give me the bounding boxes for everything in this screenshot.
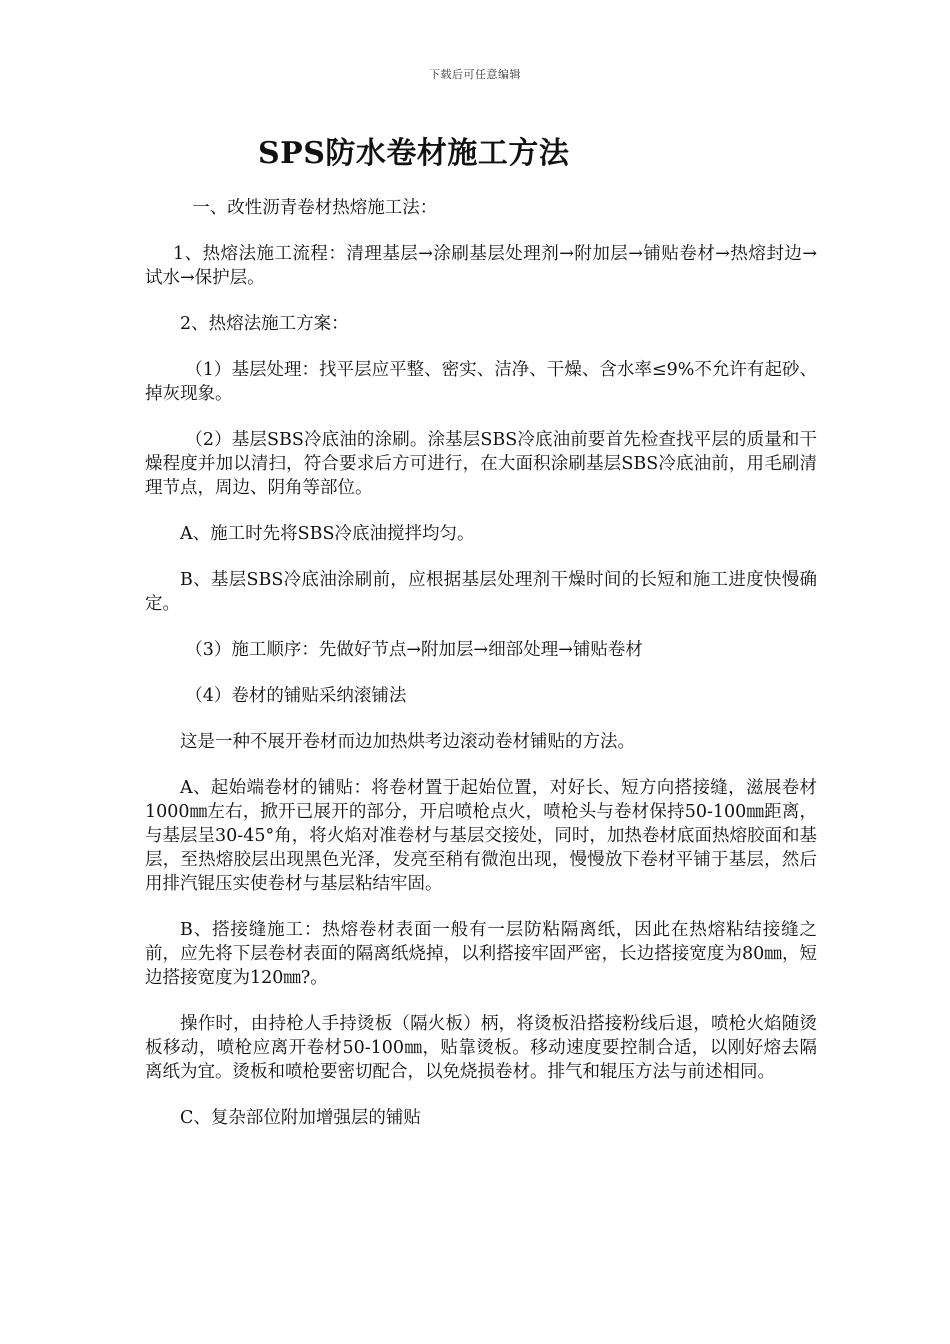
paragraph: C、复杂部位附加增强层的铺贴 <box>180 1108 421 1128</box>
paragraph: 这是一种不展开卷材而边加热烘考边滚动卷材铺贴的方法。 <box>180 732 635 752</box>
paragraph: 2、热熔法施工方案： <box>180 314 349 334</box>
document-title: SPS防水卷材施工方法 <box>258 136 570 171</box>
paragraph: （4）卷材的铺贴采纳滚铺法 <box>185 686 407 706</box>
paragraph: B、搭接缝施工：热熔卷材表面一般有一层防粘隔离纸，因此在热熔粘结接缝之前，应先将下层卷材表面的隔离纸烧掉，以利搭接牢固严密，长边搭接宽度为80㎜，短边搭接宽度为120㎜?。 <box>145 920 817 988</box>
paragraph: A、施工时先将SBS冷底油搅拌均匀。 <box>180 524 475 544</box>
header-note: 下载后可任意编辑 <box>429 68 521 81</box>
paragraph: 操作时，由持枪人手持烫板（隔火板）柄，将烫板沿搭接粉线后退，喷枪火焰随烫板移动，喷枪应离开卷材50-100㎜，贴靠烫板。移动速度要控制合适，以刚好熔去隔离纸为宜。烫板和喷枪要密切配合，以免烧损卷材。排气和辊压方法与前述相同。 <box>145 1014 817 1082</box>
paragraph: 1、热熔法施工流程：清理基层→涂刷基层处理剂→附加层→铺贴卷材→热熔封边→试水→保护层。 <box>145 244 817 288</box>
paragraph: A、起始端卷材的铺贴：将卷材置于起始位置，对好长、短方向搭接缝，滋展卷材1000㎜左右，掀开已展开的部分，开启喷枪点火，喷枪头与卷材保持50-100㎜距离，与基层呈30-45°角，将火焰对准卷材与基层交接处，同时，加热卷材底面热熔胶面和基层，至热熔胶层出现黑色光泽，发亮至稍有微泡出现，慢慢放下卷材平铺于基层，然后用排汽锟压实使卷材与基层粘结牢固。 <box>145 778 817 894</box>
paragraph: B、基层SBS冷底油涂刷前，应根据基层处理剂干燥时间的长短和施工进度快慢确定。 <box>145 570 817 614</box>
paragraph: （2）基层SBS冷底油的涂刷。涂基层SBS冷底油前要首先检查找平层的质量和干燥程度并加以清扫，符合要求后方可进行，在大面积涂刷基层SBS冷底油前，用毛刷清理节点，周边、阴角等部位。 <box>145 430 817 498</box>
paragraph: （3）施工顺序：先做好节点→附加层→细部处理→铺贴卷材 <box>185 640 643 660</box>
document-body <box>145 196 817 1152</box>
section-heading: 一、改性沥青卷材热熔施工法： <box>192 198 438 218</box>
paragraph: （1）基层处理：找平层应平整、密实、洁净、干燥、含水率≤9%不允许有起砂、掉灰现象。 <box>145 360 817 404</box>
